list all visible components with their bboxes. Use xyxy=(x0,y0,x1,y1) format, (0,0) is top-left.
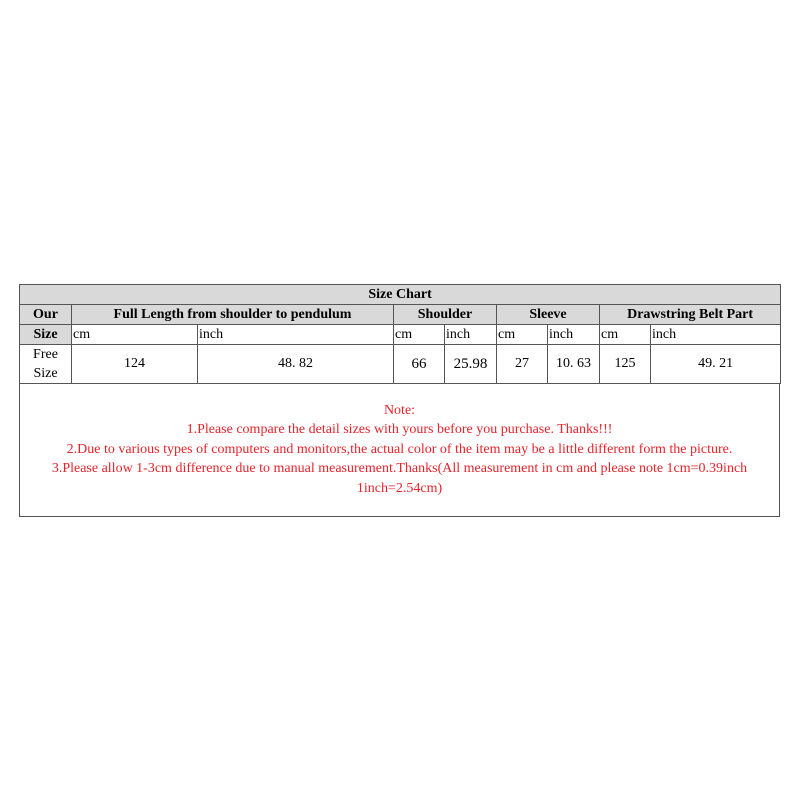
note-heading: Note: xyxy=(383,403,416,418)
notes-panel xyxy=(19,384,780,517)
table-row xyxy=(20,345,781,384)
unit-belt-cm: cm xyxy=(600,325,651,345)
note-line-2: 2.Due to various types of computers and monitors,the actual color of the item may be a little different form the picture. xyxy=(66,441,733,457)
unit-sleeve-inch: inch xyxy=(548,325,600,345)
full-length-inch-value: 48. 82 xyxy=(198,345,394,384)
unit-sleeve-cm: cm xyxy=(497,325,548,345)
size-line-1: Free xyxy=(33,347,58,362)
note-line-1: 1.Please compare the detail sizes with yours before you purchase. Thanks!!! xyxy=(186,422,613,438)
unit-belt-inch: inch xyxy=(651,325,781,345)
unit-full-length-cm: cm xyxy=(72,325,198,345)
header-sleeve: Sleeve xyxy=(497,305,600,325)
unit-row xyxy=(20,325,781,345)
unit-full-length-inch: inch xyxy=(198,325,394,345)
full-length-cm-value: 124 xyxy=(72,345,198,384)
belt-inch-value: 49. 21 xyxy=(651,345,781,384)
header-our-size: Our xyxy=(20,305,72,325)
header-shoulder: Shoulder xyxy=(394,305,497,325)
title-row xyxy=(20,285,781,305)
size-chart-table xyxy=(19,284,781,384)
header-belt: Drawstring Belt Part xyxy=(600,305,781,325)
sleeve-inch-value: 10. 63 xyxy=(548,345,600,384)
shoulder-inch-value: 25.98 xyxy=(445,345,497,384)
size-line-2: Size xyxy=(33,366,58,381)
chart-title: Size Chart xyxy=(20,285,781,305)
unit-shoulder-cm: cm xyxy=(394,325,445,345)
note-line-4: 1inch=2.54cm) xyxy=(356,480,443,496)
header-full-length: Full Length from shoulder to pendulum xyxy=(72,305,394,325)
unit-shoulder-inch: inch xyxy=(445,325,497,345)
belt-cm-value: 125 xyxy=(600,345,651,384)
size-chart xyxy=(19,284,780,517)
shoulder-cm-value: 66 xyxy=(394,345,445,384)
note-line-3: 3.Please allow 1-3cm difference due to manual measurement.Thanks(All measurement in cm and please note 1cm=0.39inch xyxy=(51,461,748,477)
header-row xyxy=(20,305,781,325)
header-size: Size xyxy=(20,325,72,345)
sleeve-cm-value: 27 xyxy=(497,345,548,384)
size-cell xyxy=(20,345,72,384)
